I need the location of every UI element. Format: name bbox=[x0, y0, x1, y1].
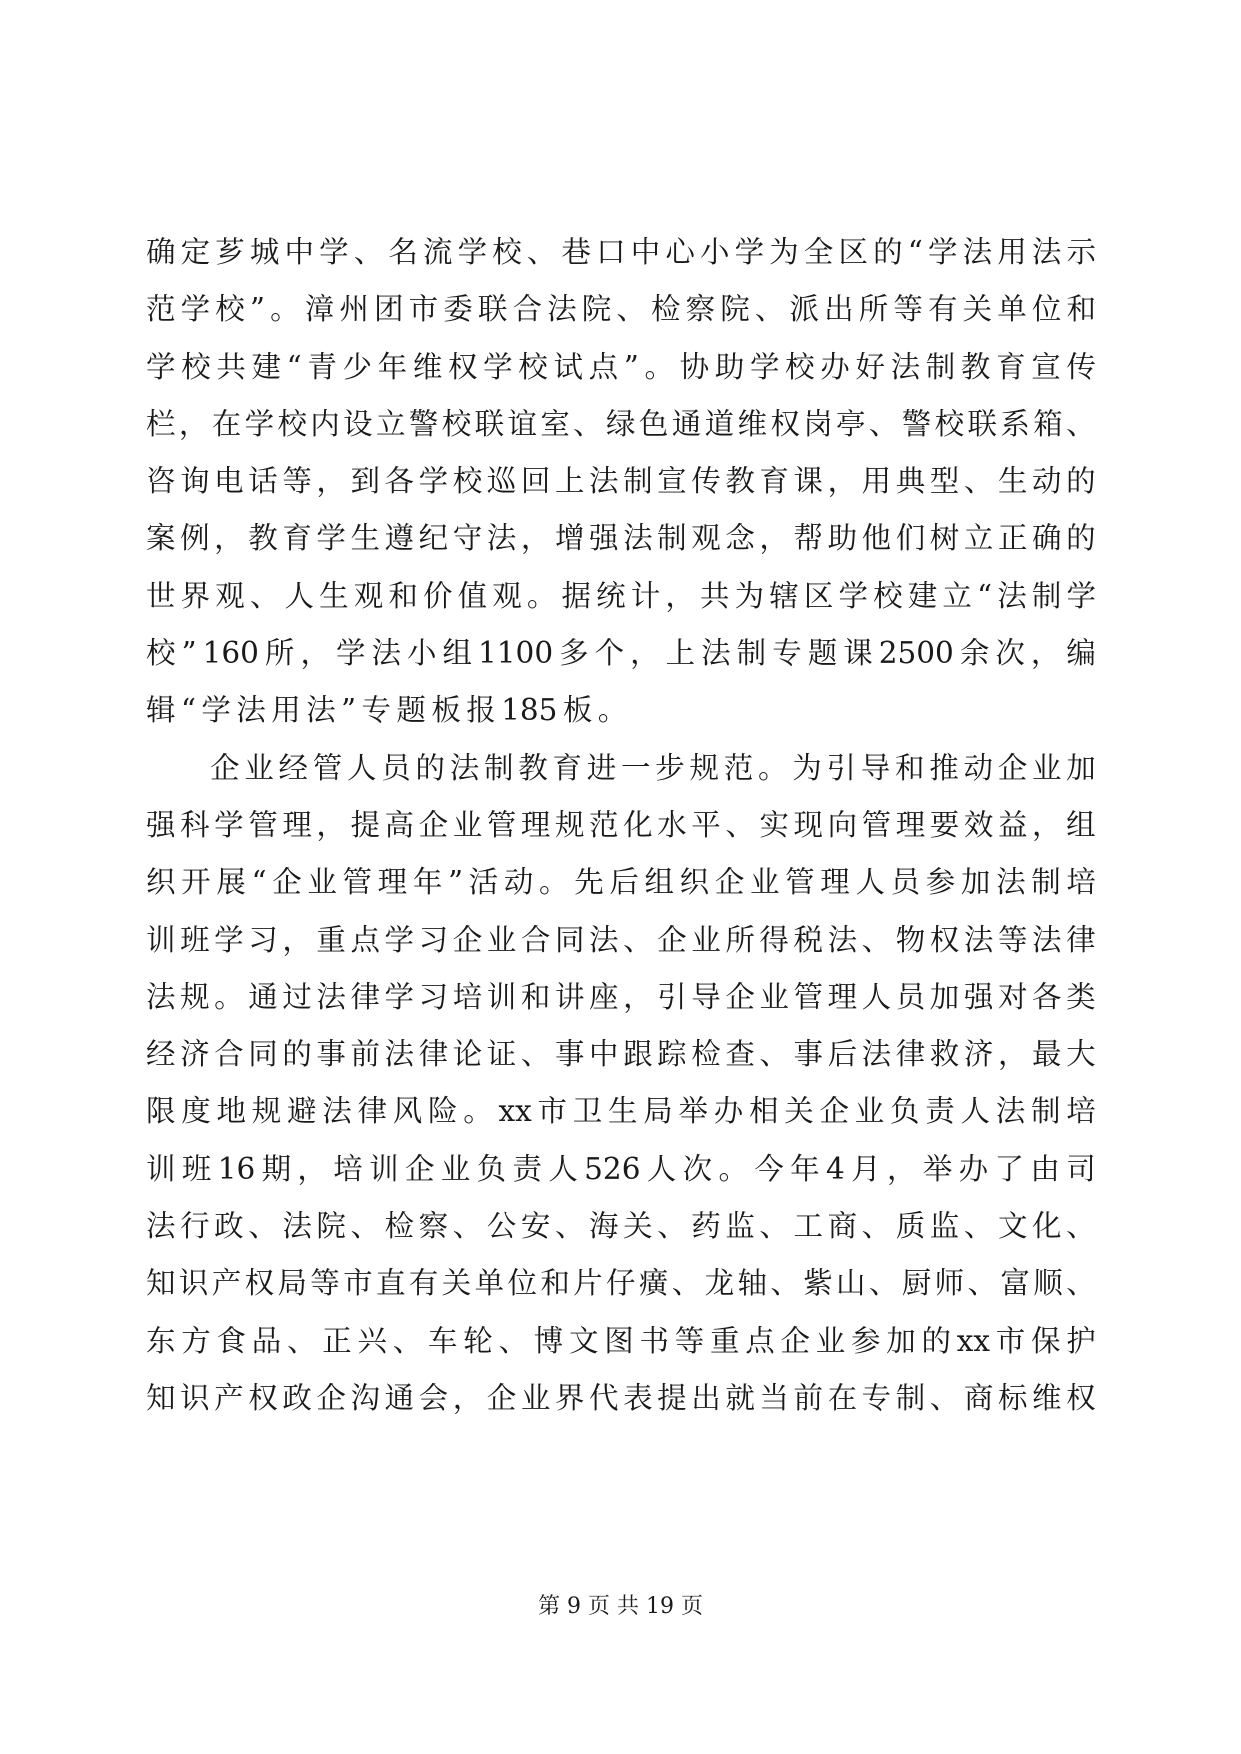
text-line: 企 业 经 管 人 员 的 法 制 教 育 进 一 步 规 范 。 为 引 导 和 推 动 企 业 加 bbox=[210, 750, 1096, 785]
text-line: 知 识 产 权 局 等 市 直 有 关 单 位 和 片 仔 癀 、 龙 轴 、 紫 山 、 厨 师 、 富 顺 、 bbox=[146, 1266, 1096, 1301]
text-line: 法 行 政 、 法 院 、 检 察 、 公 安 、 海 关 、 药 监 、 工 商 、 质 监 、 文 化 、 bbox=[146, 1209, 1096, 1244]
text-line: 织 开 展 “ 企 业 管 理 年 ” 活 动 。 先 后 组 织 企 业 管 理 人 员 参 加 法 制 培 bbox=[146, 865, 1096, 900]
text-line: 咨 询 电 话 等 ， 到 各 学 校 巡 回 上 法 制 宣 传 教 育 课 ， 用 典 型 、 生 动 的 bbox=[146, 464, 1096, 499]
text-line: 强 科 学 管 理 ， 提 高 企 业 管 理 规 范 化 水 平 、 实 现 向 管 理 要 效 益 ， 组 bbox=[146, 807, 1096, 842]
text-line: 经 济 合 同 的 事 前 法 律 论 证 、 事 中 跟 踪 检 查 、 事 后 法 律 救 济 ， 最 大 bbox=[146, 1037, 1096, 1072]
paragraph bbox=[146, 224, 1096, 740]
text-line: 法 规 。 通 过 法 律 学 习 培 训 和 讲 座 ， 引 导 企 业 管 理 人 员 加 强 对 各 类 bbox=[146, 979, 1096, 1014]
text-line: 世 界 观 、 人 生 观 和 价 值 观 。 据 统 计 ， 共 为 辖 区 学 校 建 立 “ 法 制 学 bbox=[146, 578, 1096, 613]
text-line: 范 学 校 ” 。 漳 州 团 市 委 联 合 法 院 、 检 察 院 、 派 出 所 等 有 关 单 位 和 bbox=[146, 292, 1096, 327]
text-line: 训 班 16 期 ， 培 训 企 业 负 责 人 526 人 次 。 今 年 4 月 ， 举 办 了 由 司 bbox=[146, 1151, 1096, 1186]
text-line: 限 度 地 规 避 法 律 风 险 。 xx 市 卫 生 局 举 办 相 关 企 业 负 责 人 法 制 培 bbox=[146, 1094, 1096, 1129]
text-line: 东 方 食 品 、 正 兴 、 车 轮 、 博 文 图 书 等 重 点 企 业 参 加 的 xx 市 保 护 bbox=[146, 1323, 1096, 1358]
text-line: 栏 ， 在 学 校 内 设 立 警 校 联 谊 室 、 绿 色 通 道 维 权 岗 亭 、 警 校 联 系 箱 、 bbox=[146, 406, 1096, 441]
text-line: 学 校 共 建 “ 青 少 年 维 权 学 校 试 点 ” 。 协 助 学 校 办 好 法 制 教 育 宣 传 bbox=[146, 349, 1096, 384]
text-line: 校 ” 160 所 ， 学 法 小 组 1100 多 个 ， 上 法 制 专 题 课 2500 余 次 ， 编 bbox=[146, 636, 1096, 671]
text-line: 训 班 学 习 ， 重 点 学 习 企 业 合 同 法 、 企 业 所 得 税 法 、 物 权 法 等 法 律 bbox=[146, 922, 1096, 957]
text-line: 知 识 产 权 政 企 沟 通 会 ， 企 业 界 代 表 提 出 就 当 前 在 专 制 、 商 标 维 权 bbox=[146, 1380, 1096, 1415]
text-line: 辑 “ 学 法 用 法 ” 专 题 板 报 185 板 。 bbox=[146, 693, 628, 728]
text-line: 确 定 芗 城 中 学 、 名 流 学 校 、 巷 口 中 心 小 学 为 全 区 的 “ 学 法 用 法 示 bbox=[146, 235, 1096, 269]
page-footer: 第 9 页 共 19 页 bbox=[538, 1594, 703, 1619]
document-body bbox=[146, 224, 1096, 1427]
text-line: 案 例 ， 教 育 学 生 遵 纪 守 法 ， 增 强 法 制 观 念 ， 帮 助 他 们 树 立 正 确 的 bbox=[146, 521, 1096, 556]
paragraph bbox=[146, 740, 1096, 1428]
